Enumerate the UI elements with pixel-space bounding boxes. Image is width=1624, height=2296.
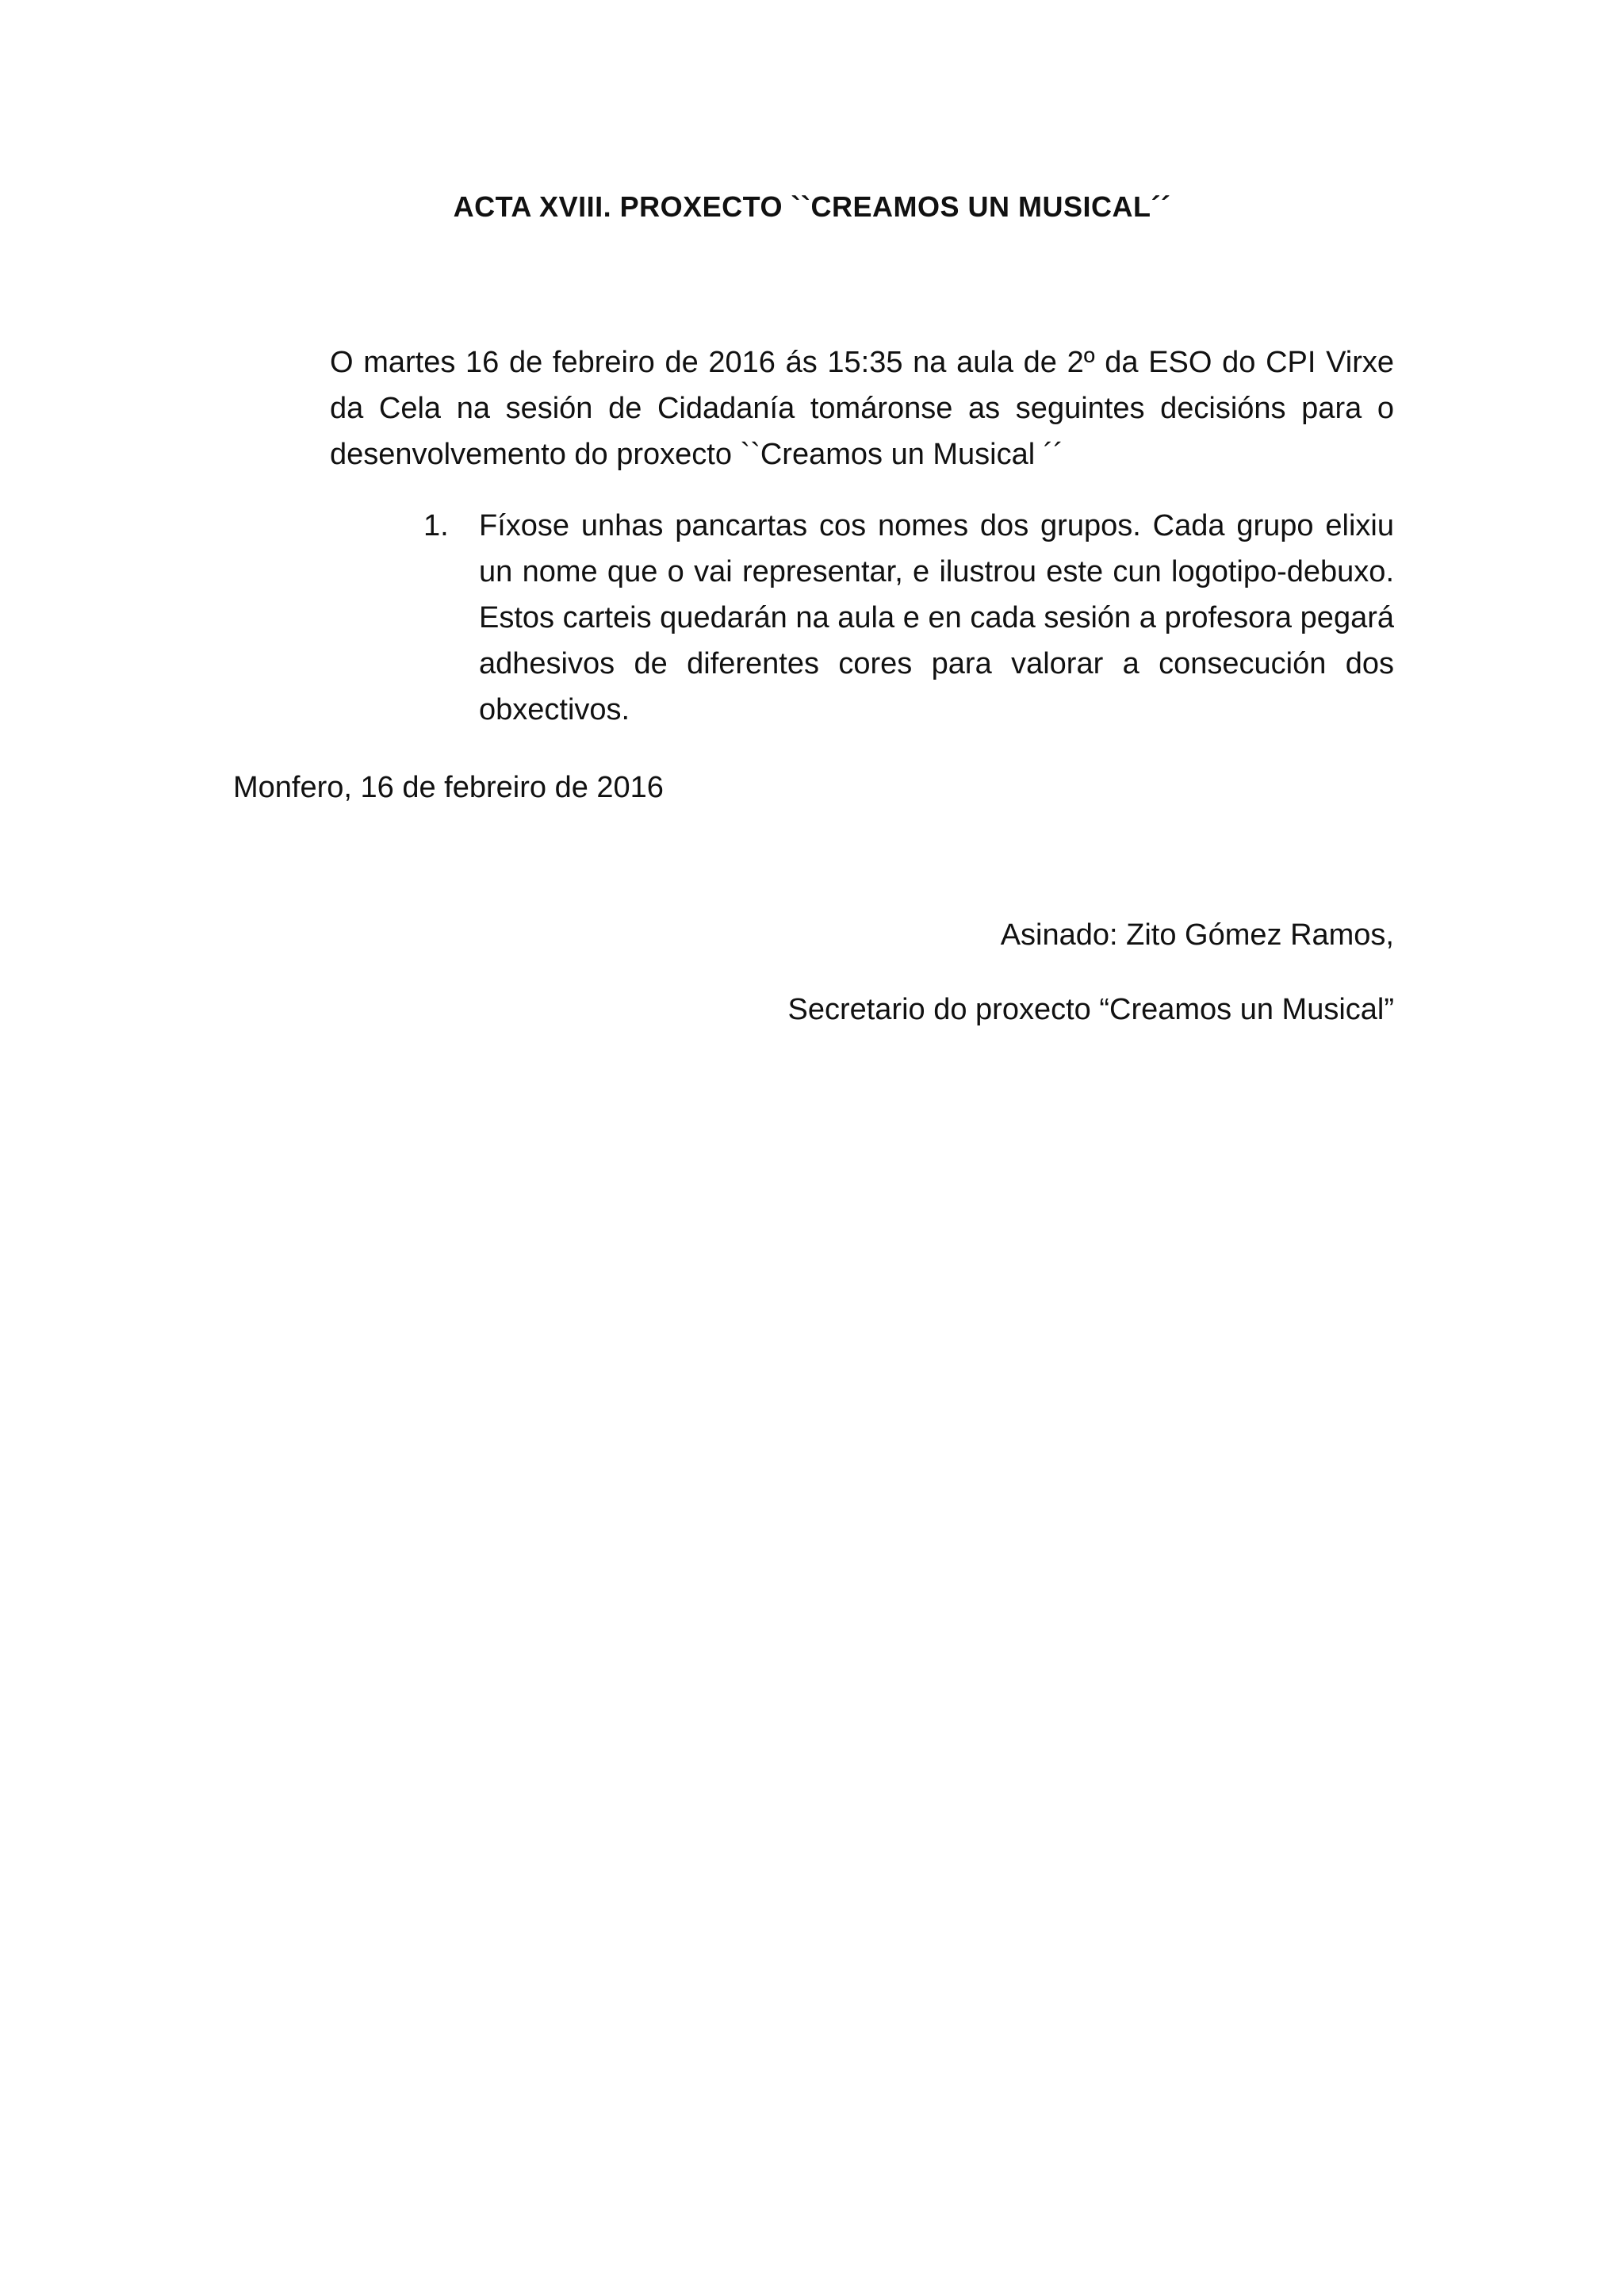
signer-role: Secretario do proxecto “Creamos un Musical”	[787, 993, 1394, 1026]
list-item-number: 1.	[423, 509, 449, 542]
intro-paragraph: O martes 16 de febreiro de 2016 ás 15:35 na aula de 2º da ESO do CPI Virxe da Cela na sesión de Cidadanía tomáronse as seguintes decisións para o desenvolvemento do proxecto ``Creamos un Musical ´´	[330, 346, 1394, 471]
list-item	[423, 503, 1394, 733]
place-date: Monfero, 16 de febreiro de 2016	[233, 771, 664, 804]
list-item-text: Fíxose unhas pancartas cos nomes dos grupos. Cada grupo elixiu un nome que o vai representar, e ilustrou este cun logotipo-debuxo. Estos carteis quedarán na aula e en cada sesión a profesora pegará adhesivos de diferentes cores para valorar a consecución dos obxectivos.	[479, 509, 1394, 726]
decisions-list	[423, 503, 1394, 733]
document-title: ACTA XVIII. PROXECTO ``CREAMOS UN MUSICAL´´	[453, 190, 1171, 223]
signature-line: Asinado: Zito Gómez Ramos,	[1000, 918, 1394, 952]
